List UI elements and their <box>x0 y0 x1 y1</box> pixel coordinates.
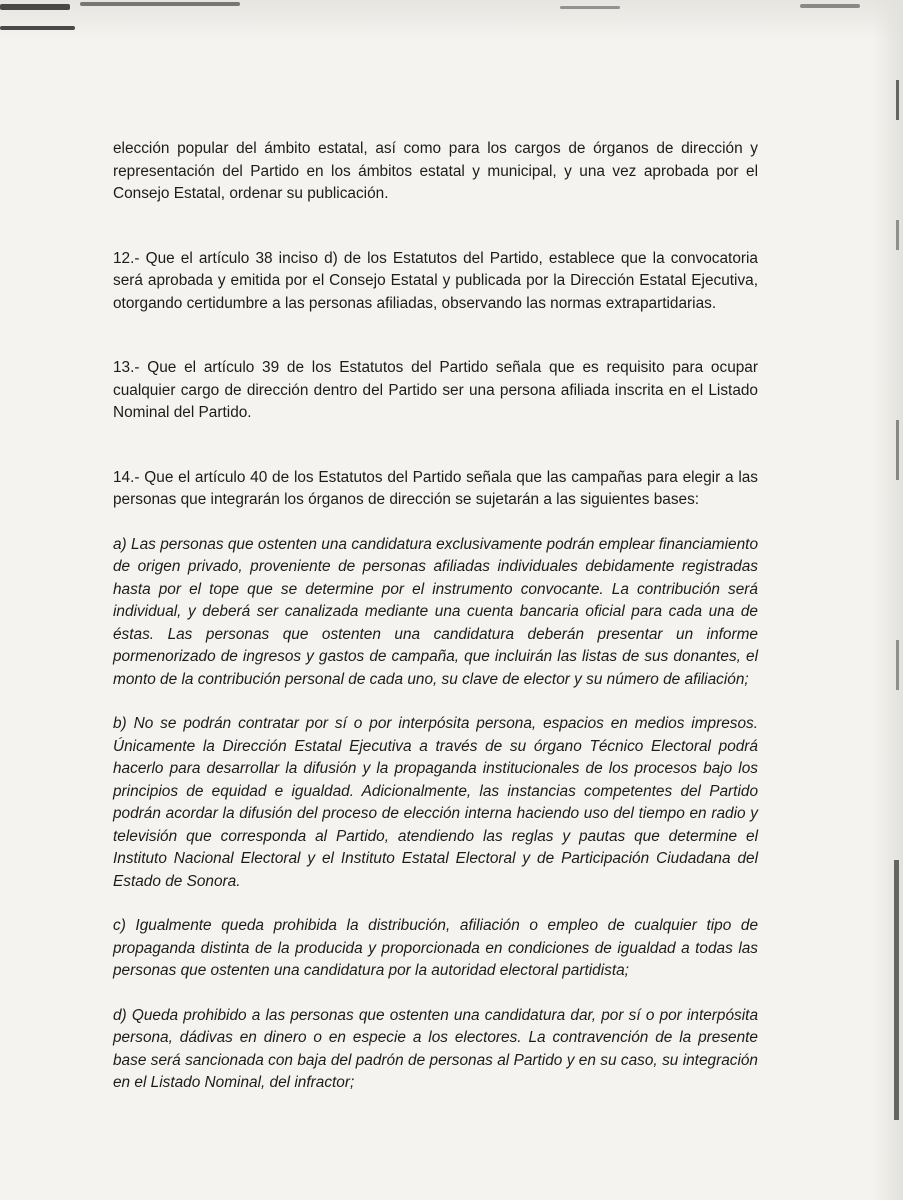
scan-smudge <box>800 4 860 8</box>
clause-a: a) Las personas que ostenten una candidatura exclusivamente podrán emplear financiamiento de origen privado, proveniente de personas afiliadas individuales debidamente registradas hasta por el tope que se determine por el instrumento convocante. La contribución será individual, y deberá ser canalizada mediante una cuenta bancaria oficial para cada una de éstas. Las personas que ostenten una candidatura deberán presentar un informe pormenorizado de ingresos y gastos de campaña, que incluirán las listas de sus donantes, el monto de la contribución personal de cada uno, su clave de elector y su número de afiliación; <box>113 535 758 688</box>
scan-top-edge <box>0 0 903 40</box>
clause-d: d) Queda prohibido a las personas que ostenten una candidatura dar, por sí o por interpósita persona, dádivas en dinero o en especie a los electores. La contravención de la presente base será sancionada con baja del padrón de personas al Partido y en su caso, su integración en el Listado Nominal, del infractor; <box>113 1006 758 1091</box>
scan-mark <box>896 640 899 690</box>
scan-smudge <box>560 6 620 9</box>
scan-smudge <box>80 2 240 6</box>
paragraph-14: 14.- Que el artículo 40 de los Estatutos del Partido señala que las campañas para elegir a las personas que integrarán los órganos de dirección se sujetarán a las siguientes bases: <box>113 468 758 508</box>
document-body <box>113 138 758 1095</box>
clause-b: b) No se podrán contratar por sí o por interpósita persona, espacios en medios impresos. Únicamente la Dirección Estatal Ejecutiva a través de su órgano Técnico Electoral podrá hacerlo para desarrollar la difusión y la propaganda institucionales de los procesos bajo los principios de equidad e igualdad. Adicionalmente, las instancias competentes del Partido podrán acordar la difusión del proceso de elección interna haciendo uso del tiempo en radio y televisión que corresponda al Partido, atendiendo las reglas y pautas que determine el Instituto Nacional Electoral y el Instituto Estatal Electoral y de Participación Ciudadana del Estado de Sonora. <box>113 715 758 890</box>
scan-mark <box>896 80 899 120</box>
paragraph-continuation: elección popular del ámbito estatal, así como para los cargos de órganos de dirección y representación del Partido en los ámbitos estatal y municipal, y una vez aprobada por el Consejo Estatal, ordenar su publicación. <box>113 140 758 202</box>
scan-mark <box>896 420 899 480</box>
scan-smudge <box>0 26 75 30</box>
scan-right-edge <box>873 0 903 1200</box>
paragraph-12: 12.- Que el artículo 38 inciso d) de los Estatutos del Partido, establece que la convocatoria será aprobada y emitida por el Consejo Estatal y publicada por la Dirección Estatal Ejecutiva, otorgando certidumbre a las personas afiliadas, observando las normas extrapartidarias. <box>113 249 758 312</box>
scan-mark <box>896 220 899 250</box>
scan-mark <box>894 860 899 1120</box>
clause-c: c) Igualmente queda prohibida la distribución, afiliación o empleo de cualquier tipo de propaganda distinta de la producida y proporcionada en condiciones de igualdad a todas las personas que ostenten una candidatura por la autoridad electoral partidista; <box>113 917 758 979</box>
scan-smudge <box>0 4 70 10</box>
paragraph-13: 13.- Que el artículo 39 de los Estatutos del Partido señala que es requisito para ocupar cualquier cargo de dirección dentro del Partido ser una persona afiliada inscrita en el Listado Nominal del Partido. <box>113 359 758 421</box>
